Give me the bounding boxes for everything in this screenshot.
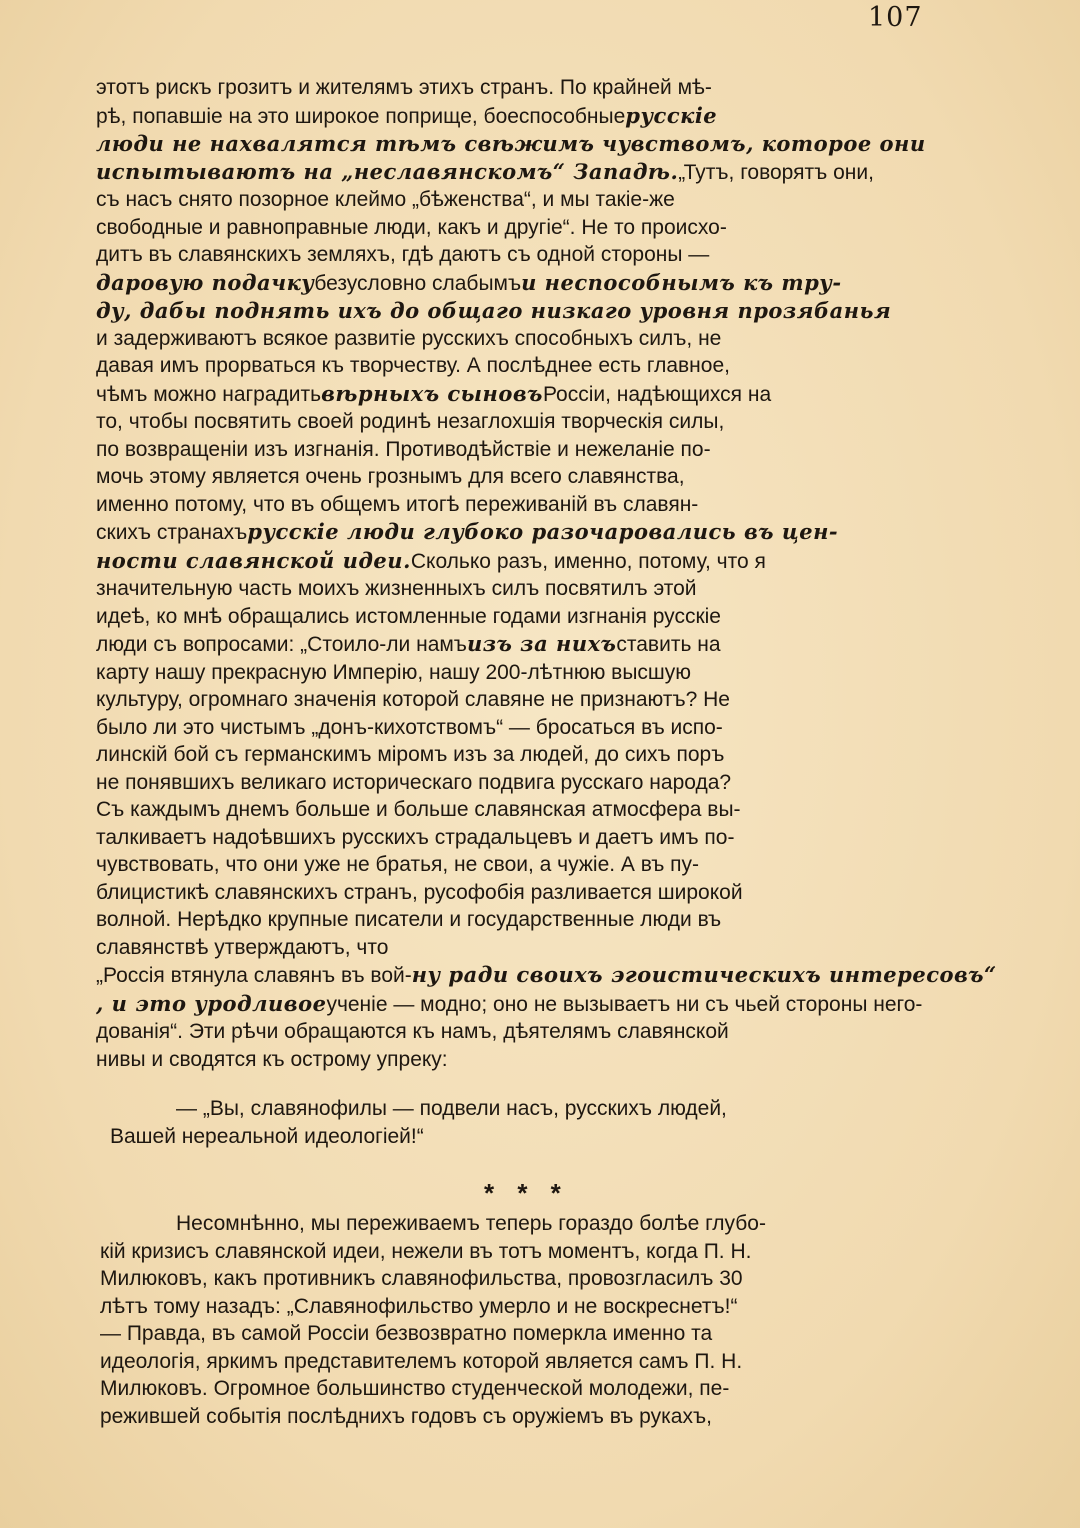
text-line: Милюковъ. Огромное большинство студенческой молодежи, пе- <box>100 1377 730 1400</box>
text-line: — Правда, въ самой Россіи безвозвратно померкла именно та <box>100 1322 713 1345</box>
text-line: не понявшихъ великаго историческаго подвига русскаго народа? <box>96 770 732 794</box>
text-line: линскій бой съ германскимъ міромъ изъ за людей, до сихъ поръ <box>96 743 725 766</box>
text-line: кій кризисъ славянской идеи, нежели въ тотъ моментъ, когда П. Н. <box>100 1239 752 1263</box>
text-line: этотъ рискъ грозитъ и жителямъ этихъ странъ. По крайней мѣ- <box>96 76 712 99</box>
text-line: было ли это чистымъ „донъ-кихотствомъ“ — бросаться въ испо- <box>96 715 723 739</box>
text-line: карту нашу прекрасную Имперію, нашу 200-лѣтнюю высшую <box>96 660 692 684</box>
text-line: скихъ странахъ русскіе люди глубоко разочаровались въ цен- <box>96 519 839 544</box>
text-line: чувствовать, что они уже не братья, не свои, а чужіе. А въ пу- <box>96 853 700 876</box>
text-line: — „Вы, славянофилы — подвели насъ, русскихъ людей, <box>176 1097 727 1120</box>
text-line: чѣмъ можно наградить вѣрныхъ сыновъ Россіи, надѣющихся на <box>96 380 772 406</box>
text-line: и задерживаютъ всякое развитіе русскихъ способныхъ силъ, не <box>96 326 722 350</box>
text-line: свободные и равноправные люди, какъ и другіе“. Не то происхо- <box>96 215 727 239</box>
text-line: даровую подачку безусловно слабымъ и неспособнымъ къ тру- <box>96 269 842 295</box>
text-line: Вашей нереальной идеологіей!“ <box>110 1124 424 1148</box>
text-line: ду, дабы поднять ихъ до общаго низкаго уровня прозябанья <box>96 298 892 323</box>
text-line: Милюковъ, какъ противникъ славянофильства, провозгласилъ 30 <box>100 1267 743 1290</box>
text-line: волной. Нерѣдко крупные писатели и государственные люди въ <box>96 908 722 931</box>
text-line: „Россія втянула славянъ въ вой- ну ради своихъ эгоистическихъ интересовъ“ <box>96 962 997 987</box>
text-line: съ насъ снято позорное клеймо „бѣженства“, и мы такіе-же <box>96 188 675 211</box>
text-line: ности славянской идеи. Сколько разъ, именно, потому, что я <box>96 547 766 573</box>
text-line: по возвращеніи изъ изгнанія. Противодѣйствіе и нежеланіе по- <box>96 437 711 461</box>
text-line: блицистикѣ славянскихъ странъ, русофобія разливается широкой <box>96 880 743 904</box>
text-line: дитъ въ славянскихъ земляхъ, гдѣ даютъ съ одной стороны — <box>96 243 710 266</box>
page-number: 107 <box>868 2 923 33</box>
paragraph-quote <box>96 1095 928 1150</box>
text-line: давая имъ прорваться къ творчеству. А послѣднее есть главное, <box>96 354 730 377</box>
text-line: рѣ, попавшіе на это широкое поприще, боеспособные русскіе <box>96 102 718 128</box>
text-line: мочь этому является очень грознымъ для всего славянства, <box>96 465 685 488</box>
text-line: культуру, огромнаго значенія которой славяне не признаютъ? Не <box>96 688 730 711</box>
text-line: нивы и сводятся къ острому упреку: <box>96 1047 448 1071</box>
text-line: люди съ вопросами: „Стоило-ли намъ изъ за нихъ ставить на <box>96 631 721 656</box>
text-line: значительную часть моихъ жизненныхъ силъ посвятилъ этой <box>96 577 697 600</box>
text-line: идеѣ, ко мнѣ обращались истомленные годами изгнанія русскіе <box>96 604 721 628</box>
section-separator: * * * <box>484 1178 569 1208</box>
paragraph-closing <box>100 1210 930 1430</box>
text-line: Несомнѣнно, мы переживаемъ теперь гораздо болѣе глубо- <box>176 1212 766 1235</box>
text-line: именно потому, что въ общемъ итогѣ переживаній въ славян- <box>96 492 699 516</box>
text-line: талкиваетъ надоѣвшихъ русскихъ страдальцевъ и даетъ имъ по- <box>96 825 735 849</box>
text-line: идеологія, яркимъ представителемъ которой является самъ П. Н. <box>100 1349 743 1373</box>
text-line: испытываютъ на „неславянскомъ“ Западѣ. „Тутъ, говорятъ они, <box>96 158 874 184</box>
text-line: режившей событія послѣднихъ годовъ съ оружіемъ въ рукахъ, <box>100 1404 712 1428</box>
text-line: славянствѣ утверждаютъ, что <box>96 935 389 959</box>
text-line: дованія“. Эти рѣчи обращаются къ намъ, дѣятелямъ славянской <box>96 1020 729 1043</box>
text-line: то, чтобы посвятить своей родинѣ незаглохшія творческія силы, <box>96 410 725 433</box>
paragraph-main <box>96 74 997 1073</box>
text-line: лѣтъ тому назадъ: „Славянофильство умерло и не воскреснетъ!“ <box>100 1294 738 1318</box>
text-line: люди не нахвалятся тѣмъ свѣжимъ чувствомъ, которое они <box>96 131 926 156</box>
text-line: , и это уродливое ученіе — модно; оно не вызываетъ ни съ чьей стороны него- <box>96 990 923 1016</box>
text-line: Съ каждымъ днемъ больше и больше славянская атмосфера вы- <box>96 798 741 821</box>
